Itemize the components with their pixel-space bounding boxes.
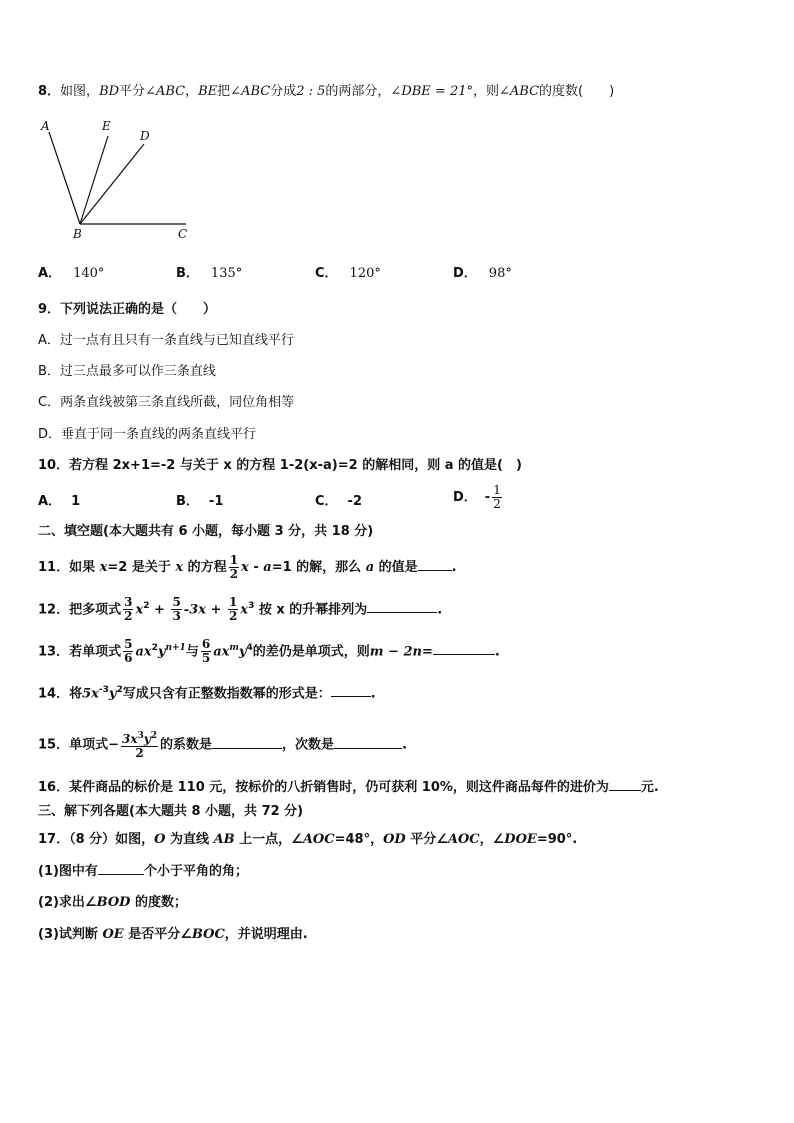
q15: 15．单项式− $\frac{3x^3y^2}{2}$ 的系数是 ，次数是 .: [38, 731, 408, 760]
q16: 16．某件商品的标价是 110 元，按标价的八折销售时，仍可获利 10%，则这件商品每件的进价为 元.: [38, 777, 659, 798]
q9-option-b: B．过三点最多可以作三条直线: [38, 364, 216, 379]
q9-option-d: D．垂直于同一条直线的两条直线平行: [38, 427, 257, 442]
ray-ba: [49, 132, 80, 224]
q10-option-c: C． -2: [315, 494, 362, 509]
q10-option-b: B． -1: [176, 494, 224, 509]
q17-angle-count-blank[interactable]: [98, 861, 144, 875]
q8-option-c: C． 120°: [315, 266, 381, 281]
q12-answer-blank[interactable]: [367, 599, 437, 613]
q13-answer-blank[interactable]: [433, 641, 495, 655]
q14-answer-blank[interactable]: [331, 683, 371, 697]
q13: 13．若单项式 $\frac{5}{6}$ $ax^2y^{n+1}$与 $\frac{6}{5}$ $ax^my^4$的差仍是单项式，则m − 2n= .: [38, 637, 500, 666]
q8-angle-figure: [36, 116, 206, 244]
q8-option-b: B． 135°: [176, 266, 243, 281]
q11-answer-blank[interactable]: [418, 557, 452, 571]
q10-option-d: D． - $\frac{1}{2}$: [453, 483, 501, 511]
q9-option-a: A．过一点有且只有一条直线与已知直线平行: [38, 333, 294, 348]
point-d-label: D: [140, 129, 150, 143]
q15-coefficient-blank[interactable]: [212, 735, 282, 749]
point-b-label: B: [73, 227, 82, 241]
q15-fraction: $\frac{3x^3y^2}{2}$: [122, 731, 158, 760]
point-c-label: C: [178, 227, 188, 241]
q9-option-c: C．两条直线被第三条直线所截，同位角相等: [38, 395, 295, 410]
q14: 14．将$5x^{-3}y^2$写成只含有正整数指数幂的形式是： .: [38, 685, 376, 702]
q12: 12．把多项式 $\frac{3}{2}$ $x^2$ + $\frac{5}{3}$ -3x + $\frac{1}{2}$ $x^3$ 按 x 的升幂排列为 .: [38, 595, 443, 624]
q17-part-3: (3)试判断 OE 是否平分∠BOC，并说明理由.: [38, 927, 308, 942]
point-e-label: E: [102, 119, 111, 133]
q17-part-2: (2)求出∠BOD 的度数；: [38, 895, 187, 910]
q17-part-1: (1)图中有 个小于平角的角；: [38, 861, 248, 882]
q10-option-a: A． 1: [38, 494, 81, 509]
q11: 11．如果 x=2 是关于 x 的方程 $\frac{1}{2}$ x - a=1 的解，那么 a 的值是 .: [38, 553, 457, 581]
q8-option-d: D． 98°: [453, 266, 512, 281]
section-3-heading: 三、解下列各题(本大题共 8 小题，共 72 分): [38, 804, 304, 819]
ray-be: [80, 136, 108, 224]
point-a-label: A: [41, 119, 50, 133]
q15-degree-blank[interactable]: [334, 735, 402, 749]
q10-stem: 10．若方程 2x+1=-2 与关于 x 的方程 1-2(x-a)=2 的解相同，则 a 的值是( ): [38, 458, 522, 473]
ray-bd: [80, 144, 144, 224]
q9-stem: 9．下列说法正确的是（ ）: [38, 302, 217, 317]
q17-stem: 17．（8 分）如图，O 为直线 AB 上一点，∠AOC=48°，OD 平分∠AOC，∠DOE=90°.: [38, 832, 578, 847]
q8-stem: 8．如图，BD平分∠ABC，BE把∠ABC分成2 : 5的两部分，∠DBE = 21°，则∠ABC的度数( ): [38, 84, 615, 99]
q10-d-fraction: $\frac{1}{2}$: [493, 483, 501, 511]
q8-option-a: A． 140°: [38, 266, 105, 281]
q16-answer-blank[interactable]: [609, 777, 641, 791]
section-2-heading: 二、填空题(本大题共有 6 小题，每小题 3 分，共 18 分): [38, 524, 374, 539]
